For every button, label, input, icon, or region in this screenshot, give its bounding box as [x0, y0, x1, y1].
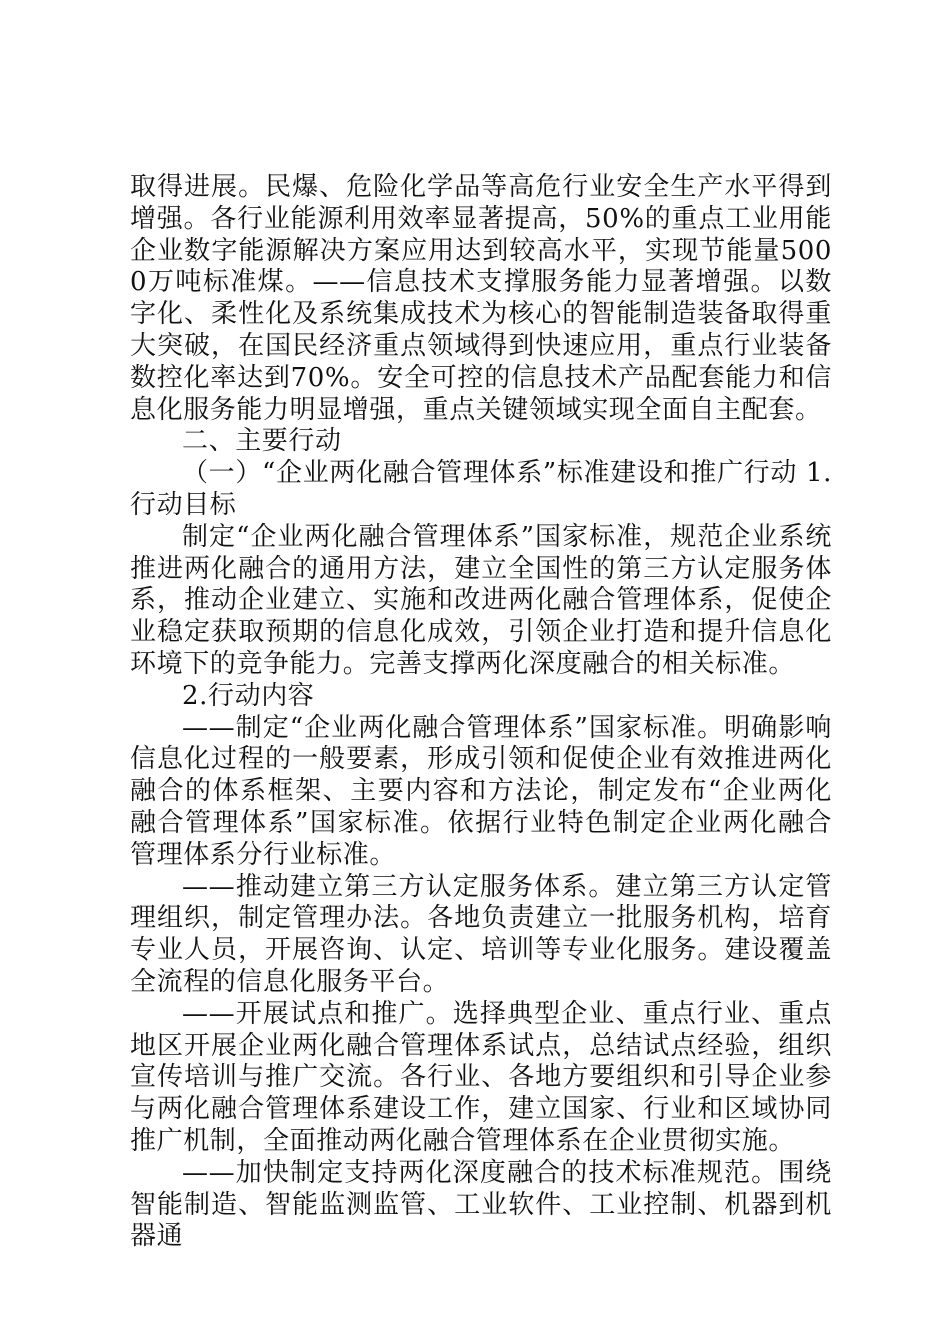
paragraph-goals-continued: 取得进展。民爆、危险化学品等高危行业安全生产水平得到增强。各行业能源利用效率显著提高，50%的重点工业用能企业数字能源解决方案应用达到较高水平，实现节能量5000万吨标准煤。——信息技术支撑服务能力显著增强。以数字化、柔性化及系统集成技术为核心的智能制造装备取得重大突破，在国民经济重点领域得到快速应用，重点行业装备数控化率达到70%。安全可控的信息技术产品配套能力和信息化服务能力明显增强，重点关键领域实现全面自主配套。	[130, 172, 832, 425]
paragraph-action-goal: 制定“企业两化融合管理体系”国家标准，规范企业系统推进两化融合的通用方法，建立全国性的第三方认定服务体系，推动企业建立、实施和改进两化融合管理体系，促使企业稳定获取预期的信息化成效，引领企业打造和提升信息化环境下的竞争能力。完善支撑两化深度融合的相关标准。	[130, 521, 832, 679]
section-heading-main-actions: 二、主要行动	[182, 426, 342, 457]
item-heading-action-content: 2.行动内容	[182, 680, 315, 711]
paragraph-technical-standards: ——加快制定支持两化深度融合的技术标准规范。围绕智能制造、智能监测监管、工业软件、工业控制、机器到机器通	[130, 1157, 832, 1252]
paragraph-third-party-certification: ——推动建立第三方认定服务体系。建立第三方认定管理组织，制定管理办法。各地负责建立一批服务机构，培育专业人员，开展咨询、认定、培训等专业化服务。建设覆盖全流程的信息化服务平台。	[130, 871, 832, 997]
subsection-heading-standard-action: （一）“企业两化融合管理体系”标准建设和推广行动 1.行动目标	[130, 458, 832, 520]
document-body	[130, 172, 832, 1253]
paragraph-national-standard: ——制定“企业两化融合管理体系”国家标准。明确影响信息化过程的一般要素，形成引领和促使企业有效推进两化融合的体系框架、主要内容和方法论，制定发布“企业两化融合管理体系”国家标准。依据行业特色制定企业两化融合管理体系分行业标准。	[130, 712, 832, 870]
paragraph-pilot-promotion: ——开展试点和推广。选择典型企业、重点行业、重点地区开展企业两化融合管理体系试点，总结试点经验，组织宣传培训与推广交流。各行业、各地方要组织和引导企业参与两化融合管理体系建设工作，建立国家、行业和区域协同推广机制，全面推动两化融合管理体系在企业贯彻实施。	[130, 998, 832, 1156]
